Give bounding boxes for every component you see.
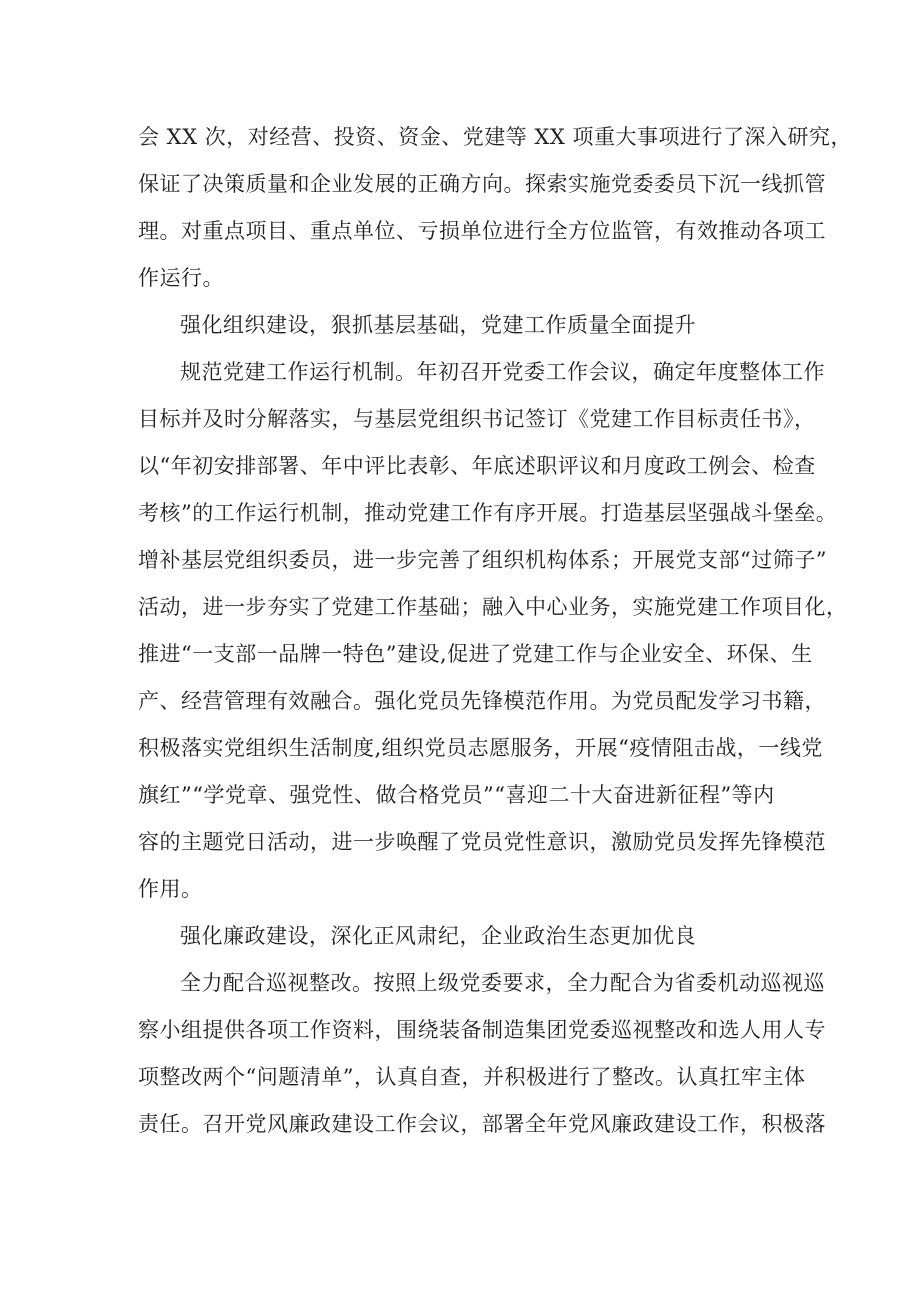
text-line: 活动，进一步夯实了党建工作基础；融入中心业务，实施党建工作项目化， <box>138 595 848 619</box>
text-line: 作运行。 <box>138 266 224 290</box>
text-line: 察小组提供各项工作资料，围绕装备制造集团党委巡视整改和选人用人专 <box>138 1018 826 1042</box>
text-line: 理。对重点项目、重点单位、亏损单位进行全方位监管，有效推动各项工 <box>138 219 826 243</box>
text-line: 会 XX 次，对经营、投资、资金、党建等 XX 项重大事项进行了深入研究， <box>138 125 852 149</box>
text-line: 以“年初安排部署、年中评比表彰、年底述职评议和月度政工例会、检查 <box>138 454 816 478</box>
text-line: 规范党建工作运行机制。年初召开党委工作会议，确定年度整体工作 <box>180 360 825 384</box>
text-line: 考核”的工作运行机制，推动党建工作有序开展。打造基层坚强战斗堡垒。 <box>138 501 838 525</box>
text-line: 责任。召开党风廉政建设工作会议，部署全年党风廉政建设工作，积极落 <box>138 1112 826 1136</box>
section-heading: 强化组织建设，狠抓基层基础，党建工作质量全面提升 <box>180 313 696 337</box>
text-line: 全力配合巡视整改。按照上级党委要求，全力配合为省委机动巡视巡 <box>180 971 825 995</box>
section-heading: 强化廉政建设，深化正风肃纪，企业政治生态更加优良 <box>180 924 696 948</box>
text-line: 保证了决策质量和企业发展的正确方向。探索实施党委委员下沉一线抓管 <box>138 172 826 196</box>
text-line: 旗红”“学党章、强党性、做合格党员”“喜迎二十大奋进新征程”等内 <box>138 783 775 807</box>
text-line: 作用。 <box>138 877 203 901</box>
text-line: 推进“一支部一品牌一特色”建设,促进了党建工作与企业安全、环保、生 <box>138 642 813 666</box>
text-line: 产、经营管理有效融合。强化党员先锋模范作用。为党员配发学习书籍， <box>138 689 826 713</box>
text-line: 积极落实党组织生活制度,组织党员志愿服务，开展“疫情阻击战，一线党 <box>138 736 823 760</box>
text-line: 项整改两个“问题清单”，认真自查，并积极进行了整改。认真扛牢主体 <box>138 1065 806 1089</box>
text-line: 容的主题党日活动，进一步唤醒了党员党性意识，激励党员发挥先锋模范 <box>138 830 826 854</box>
text-line: 目标并及时分解落实，与基层党组织书记签订《党建工作目标责任书》， <box>138 407 816 431</box>
text-line: 增补基层党组织委员，进一步完善了组织机构体系；开展党支部“过筛子” <box>138 548 827 572</box>
